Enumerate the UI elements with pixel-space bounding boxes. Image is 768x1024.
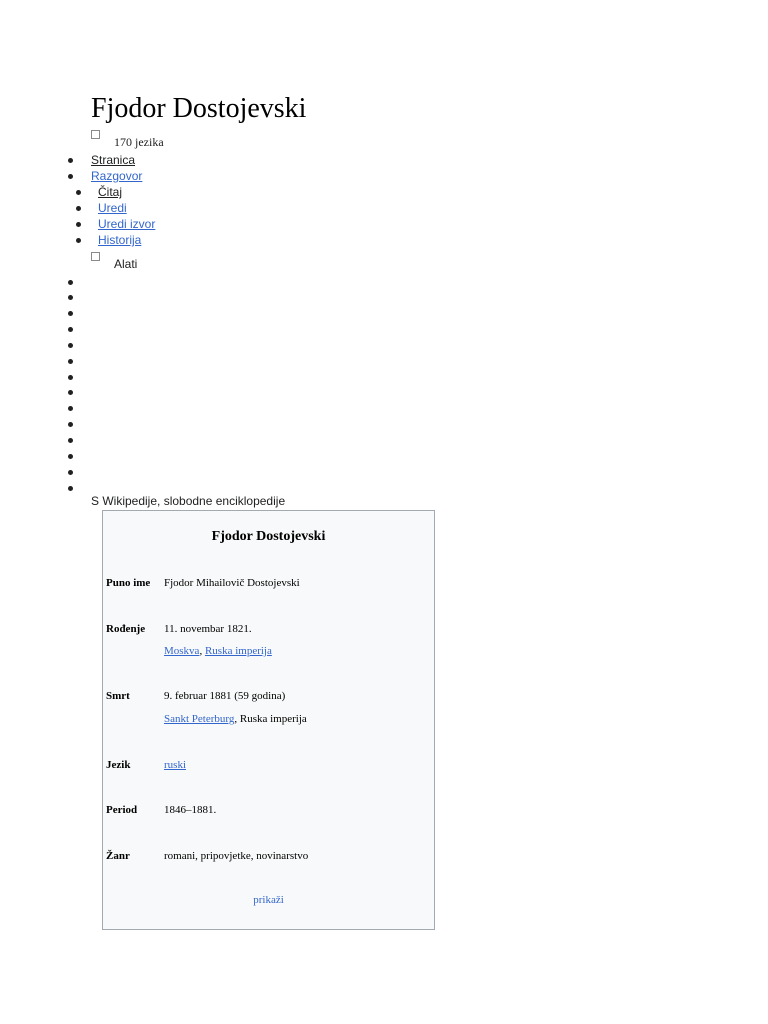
separator: , <box>199 645 205 657</box>
tab-stranica-link[interactable]: Stranica <box>91 153 136 167</box>
infobox-value: 9. februar 1881 (59 godina) <box>164 690 286 702</box>
tab-razgovor[interactable] <box>91 168 142 184</box>
infobox <box>102 510 435 930</box>
tab-uredi[interactable] <box>98 200 127 216</box>
infobox-value <box>164 757 186 773</box>
page-title: Fjodor Dostojevski <box>91 93 307 124</box>
ruska-imperija-link[interactable]: Ruska imperija <box>204 645 272 657</box>
infobox-label: Smrt <box>106 690 130 702</box>
language-selector[interactable] <box>91 129 164 149</box>
tab-uredi-izvor[interactable] <box>98 216 155 232</box>
tab-citaj[interactable] <box>98 184 122 200</box>
infobox-title: Fjodor Dostojevski <box>211 529 326 544</box>
tab-citaj-link[interactable]: Čitaj <box>98 185 123 199</box>
infobox-label: Rođenje <box>106 623 146 635</box>
tools-checkbox[interactable] <box>91 252 100 261</box>
site-tagline: S Wikipedije, slobodne enciklopedije <box>91 494 286 508</box>
tools-label[interactable]: Alati <box>114 257 138 271</box>
infobox-birthplace <box>164 643 272 659</box>
infobox-value: Fjodor Mihailovič Dostojevski <box>164 577 300 589</box>
languages-label[interactable]: 170 jezika <box>114 135 164 149</box>
infobox-label: Žanr <box>106 850 130 862</box>
infobox-value: 1846–1881. <box>164 804 217 816</box>
moskva-link[interactable]: Moskva <box>164 645 200 657</box>
tab-razgovor-link[interactable]: Razgovor <box>91 169 143 183</box>
sankt-peterburg-link[interactable]: Sankt Peterburg <box>164 713 235 725</box>
tools-menu[interactable] <box>91 251 137 271</box>
deathplace-rest: , Ruska imperija <box>234 713 307 725</box>
show-more-link[interactable]: prikaži <box>253 894 284 906</box>
tab-historija[interactable] <box>98 232 141 248</box>
infobox-value: romani, pripovjetke, novinarstvo <box>164 850 309 862</box>
infobox-label: Period <box>106 804 138 816</box>
tab-uredi-izvor-link[interactable]: Uredi izvor <box>98 217 156 231</box>
tab-uredi-link[interactable]: Uredi <box>98 201 127 215</box>
infobox-label: Puno ime <box>106 577 151 589</box>
tab-stranica[interactable] <box>91 152 135 168</box>
infobox-deathplace <box>164 711 307 727</box>
infobox-value: 11. novembar 1821. <box>164 623 252 635</box>
languages-checkbox[interactable] <box>91 130 100 139</box>
ruski-link[interactable]: ruski <box>164 759 186 771</box>
infobox-label: Jezik <box>106 759 131 771</box>
tab-historija-link[interactable]: Historija <box>98 233 142 247</box>
